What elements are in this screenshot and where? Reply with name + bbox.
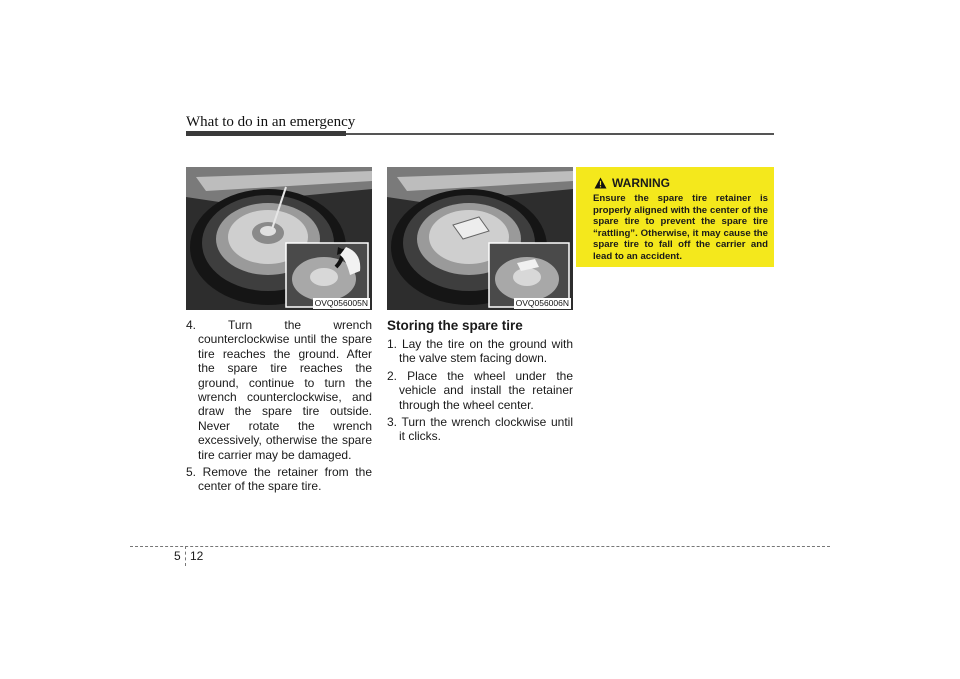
footer-rule	[130, 546, 830, 547]
chapter-number: 5	[174, 549, 181, 563]
storing-column	[387, 318, 573, 447]
footer-divider	[185, 546, 186, 566]
figure-wrench-spare-tire	[186, 167, 372, 310]
list-item: 1. Lay the tire on the ground with the valve stem facing down.	[387, 337, 573, 366]
figure-code-right: OVQ056006N	[515, 298, 569, 308]
warning-text: Ensure the spare tire retainer is properly aligned with the center of the spare tire to prevent the spare tire “rattling”. Otherwise, it may cause the spare tire to fall off the carrier and lead to an accident.	[593, 193, 768, 262]
warning-title: WARNING	[612, 176, 670, 190]
storing-steps-list	[387, 337, 573, 444]
list-item: 2. Place the wheel under the vehicle and install the retainer through the wheel center.	[387, 368, 573, 412]
spare-tire-illustration	[186, 167, 372, 310]
left-text-column	[186, 318, 372, 497]
list-item: 3. Turn the wrench clockwise until it clicks.	[387, 415, 573, 444]
list-item: 5. Remove the retainer from the center of the spare tire.	[186, 465, 372, 494]
section-heading-storing: Storing the spare tire	[387, 318, 523, 333]
warning-box	[576, 167, 774, 267]
figure-retainer-install	[387, 167, 573, 310]
warning-triangle-icon	[594, 177, 607, 189]
left-steps-list	[186, 318, 372, 494]
warning-header	[594, 176, 670, 190]
header-rule-accent	[186, 131, 346, 136]
retainer-illustration	[387, 167, 573, 310]
figure-code-left: OVQ056005N	[314, 298, 368, 308]
list-item: 4. Turn the wrench counterclockwise until the spare tire reaches the ground. After the spare tire reaches the ground, continue to turn the wrench counterclockwise, and draw the spare tire outside. Never rotate the wrench excessively, otherwise the spare tire carrier may be damaged.	[186, 318, 372, 462]
header-title: What to do in an emergency	[186, 114, 356, 130]
page-number: 12	[190, 549, 204, 563]
